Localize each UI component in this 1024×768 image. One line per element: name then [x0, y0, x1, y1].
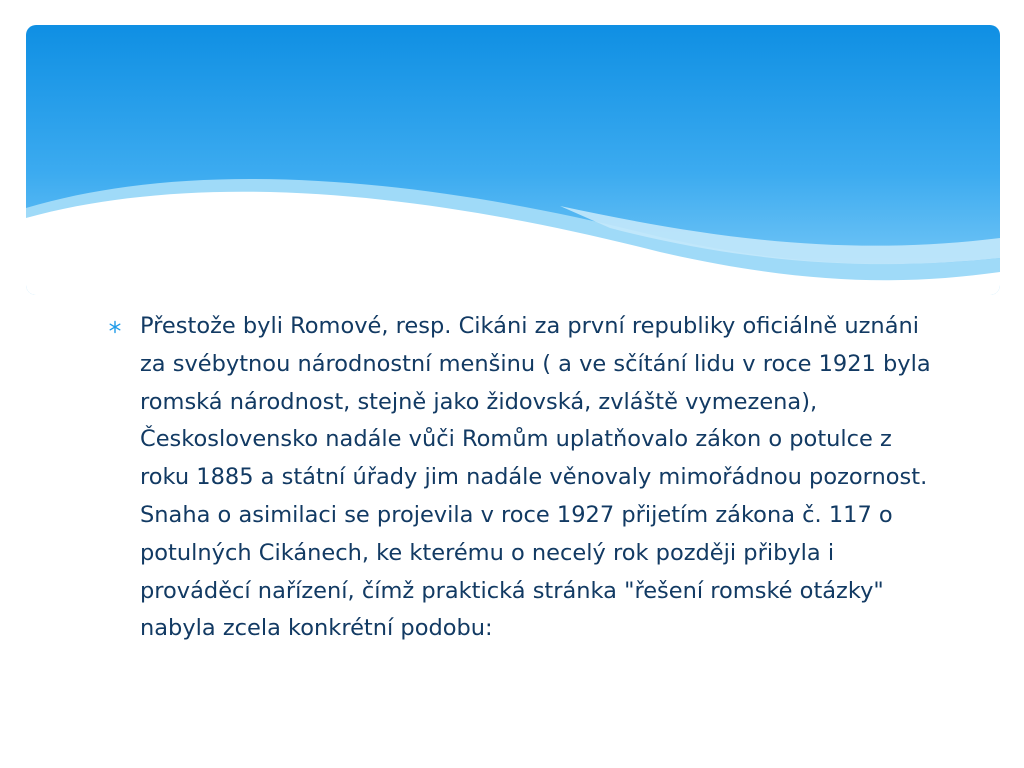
- bullet-item: [108, 308, 938, 648]
- slide-content: [108, 308, 938, 648]
- asterisk-icon: [108, 320, 122, 334]
- bullet-text: Přestože byli Romové, resp. Cikáni za první republiky oficiálně uznáni za svébytnou národnostní menšinu ( a ve sčítání lidu v roce 1921 byla romská národnost, stejně jako židovská, zvláště vymezena), Československo nadále vůči Romům uplatňovalo zákon o potulce z roku 1885 a státní úřady jim nadále věnovaly mimořádnou pozornost. Snaha o asimilaci se projevila v roce 1927 přijetím zákona č. 117 o potulných Cikánech, ke kterému o necelý rok později přibyla i prováděcí nařízení, čímž praktická stránka "řešení romské otázky" nabyla zcela konkrétní podobu:: [140, 313, 931, 642]
- header-banner: [0, 0, 1024, 300]
